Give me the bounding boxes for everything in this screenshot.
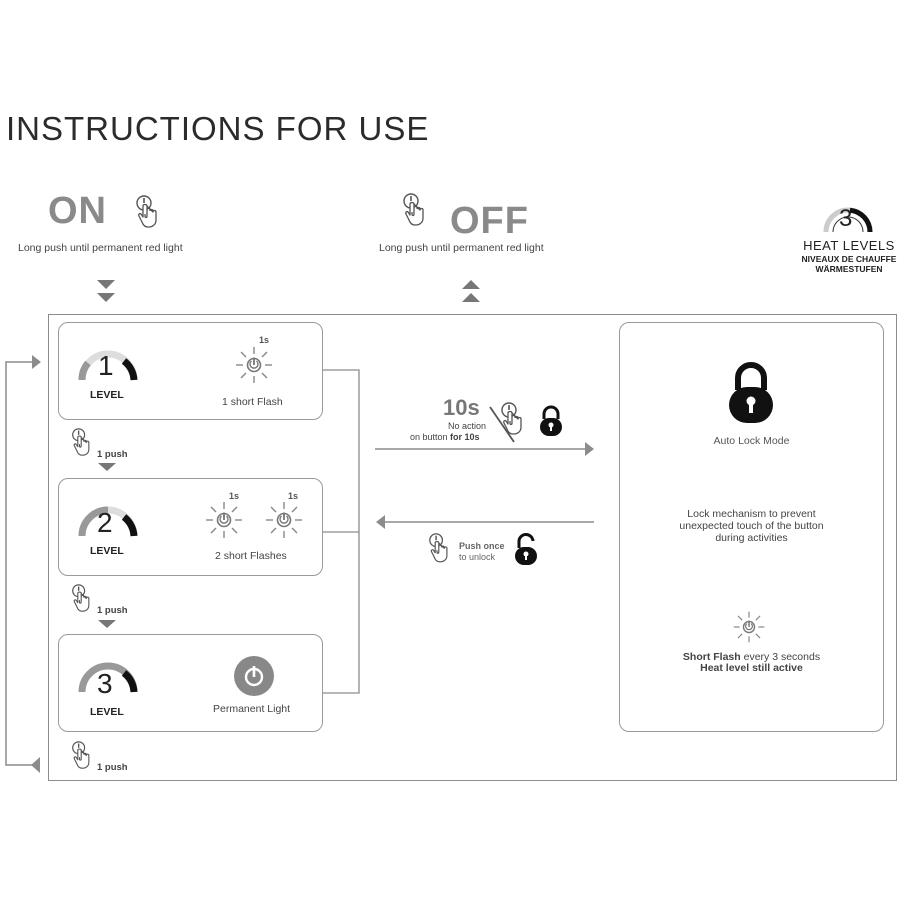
page-title: INSTRUCTIONS FOR USE [6,110,430,147]
lock-description-line: unexpected touch of the button [679,520,824,532]
off-caption: Long push until permanent red light [379,242,544,254]
flash-duration-badge: 1s [259,335,270,345]
lock-arrow [375,440,597,458]
hand-press-icon [402,193,432,233]
flash-icon [264,498,308,542]
flash-interval-text: Short Flash every 3 seconds [682,651,821,663]
heat-levels-fr: NIVEAUX DE CHAUFFE [801,254,897,264]
lock-icon [539,405,563,437]
hand-press-icon [71,741,99,775]
off-label: OFF [450,200,529,242]
level-number: 2 [97,507,113,538]
level-2-description: 2 short Flashes [215,550,287,562]
on-label: ON [48,190,107,232]
push-label: 1 push [97,605,128,616]
level-label: LEVEL [90,545,124,557]
on-caption: Long push until permanent red light [18,242,183,254]
push-label: 1 push [97,762,128,773]
auto-lock-title: Auto Lock Mode [713,435,790,447]
heat-levels-number: 3 [839,205,853,232]
level-label: LEVEL [90,706,124,718]
loop-back-arrow [0,350,50,775]
levels-bracket [323,368,365,698]
hand-press-icon [71,428,99,462]
heat-levels-title: HEAT LEVELS [803,238,895,253]
heat-levels-de: WÄRMESTUFEN [815,264,883,274]
lock-description-line: during activities [715,532,788,544]
lock-icon [728,362,774,424]
lock-description-line: Lock mechanism to prevent [687,508,816,520]
level-1-description: 1 short Flash [222,396,283,408]
flash-icon [234,343,278,387]
permanent-light-icon [233,655,275,697]
unlock-icon [514,533,540,566]
lock-time-label: 10s [443,395,480,420]
flash-icon [204,498,248,542]
to-unlock-text: to unlock [459,552,496,562]
hand-press-icon [428,533,458,569]
no-action-duration: on button for 10s [410,432,480,442]
down-arrows-icon [96,280,116,304]
up-arrows-icon [461,280,481,304]
flash-duration-badge: 1s [288,491,299,501]
down-arrow-icon [98,620,116,630]
hand-press-icon [135,195,165,235]
level-label: LEVEL [90,389,124,401]
level-number: 3 [97,668,113,699]
down-arrow-icon [98,463,116,473]
unlock-arrow [374,513,596,531]
no-touch-icon [490,402,524,444]
push-once-text: Push once [459,541,505,551]
hand-press-icon [71,584,99,618]
no-action-text: No action [447,421,486,431]
push-label: 1 push [97,449,128,460]
flash-duration-badge: 1s [229,491,240,501]
level-number: 1 [98,350,114,381]
level-3-description: Permanent Light [213,703,291,715]
flash-icon [730,610,770,646]
heat-still-active-text: Heat level still active [700,662,803,674]
